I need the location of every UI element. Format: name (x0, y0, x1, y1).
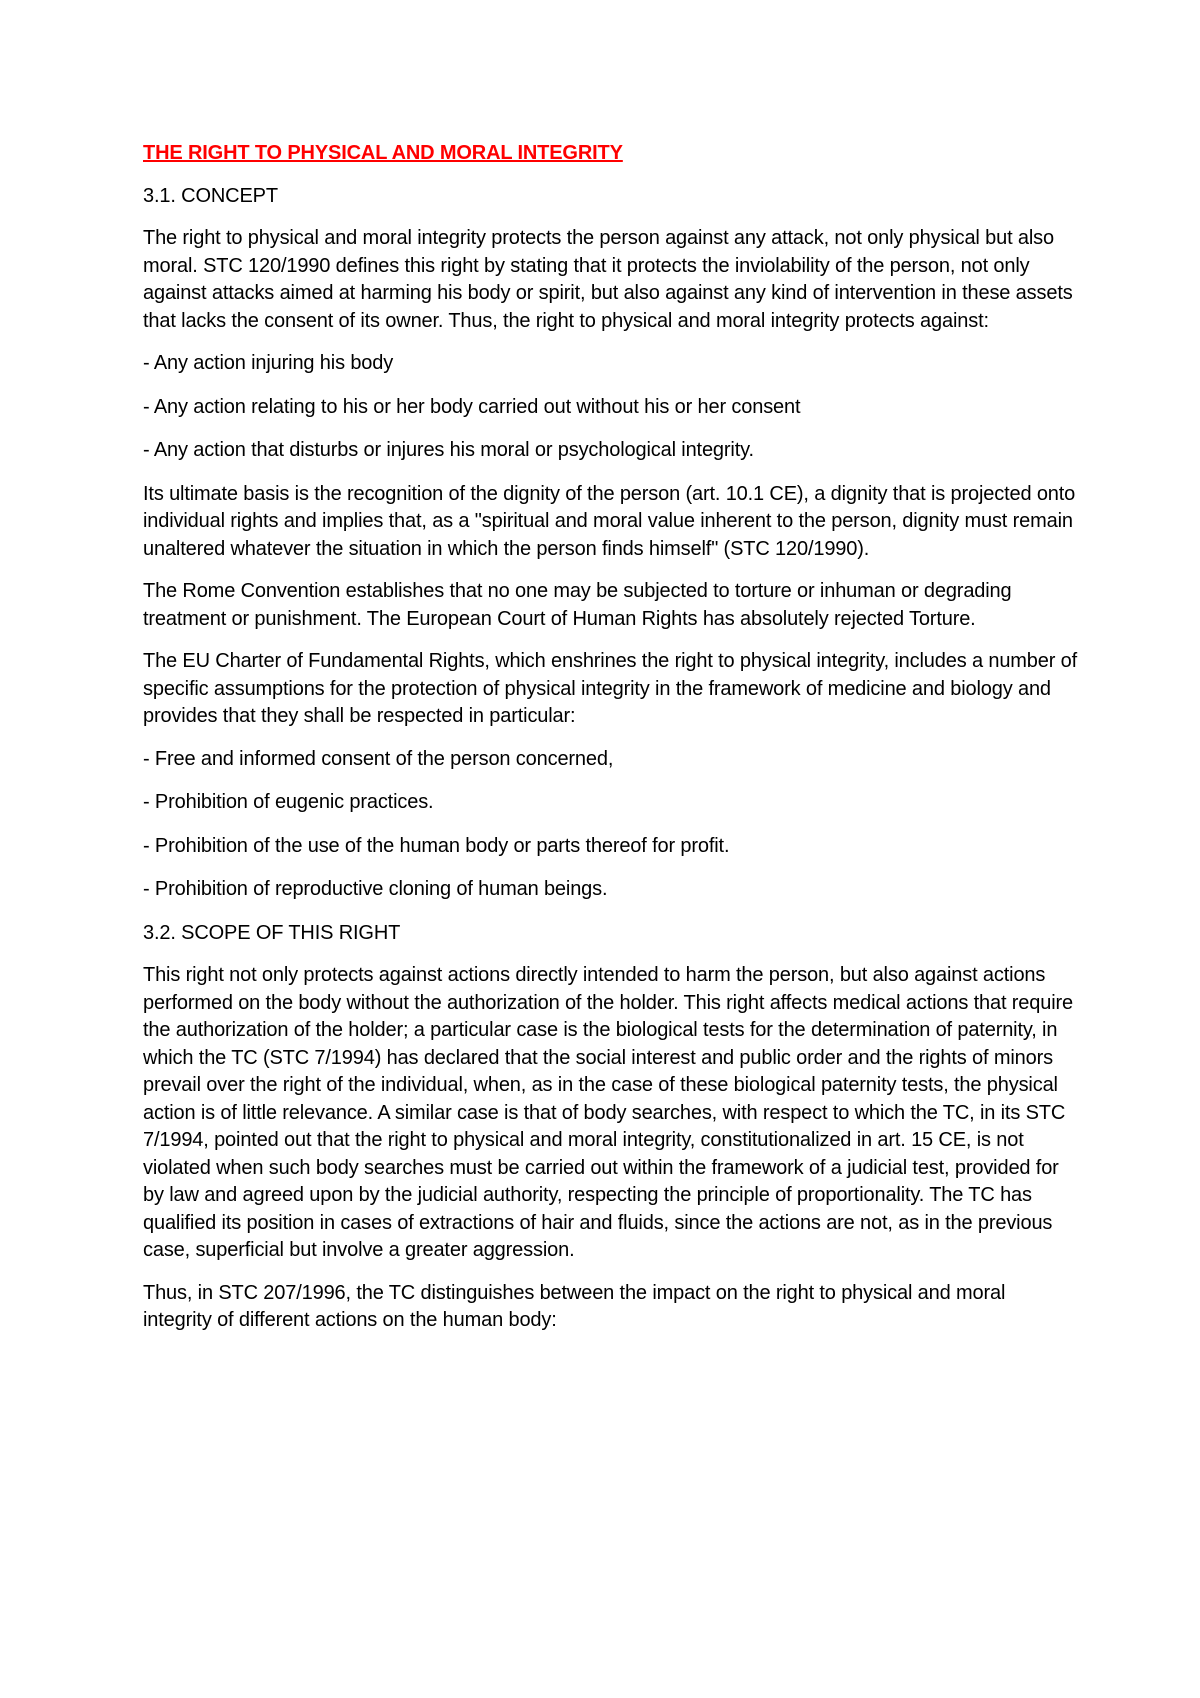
list-item: - Free and informed consent of the person concerned, (143, 747, 614, 770)
paragraph-dignity-basis: Its ultimate basis is the recognition of the dignity of the person (art. 10.1 CE), a dignity that is projected onto individual rights and implies that, as a "spiritual and moral value inherent to the person, dignity must remain unaltered whatever the situation in which the person finds himself" (STC 120/1990). (143, 482, 1076, 560)
paragraph-eu-charter: The EU Charter of Fundamental Rights, which enshrines the right to physical integrity, includes a number of specific assumptions for the protection of physical integrity in the framework of medicine and biology and provides that they shall be respected in particular: (143, 650, 1078, 727)
document-body (143, 140, 1078, 1350)
list-item: - Prohibition of the use of the human body or parts thereof for profit. (143, 834, 730, 857)
list-item: - Prohibition of reproductive cloning of human beings. (143, 878, 608, 900)
section-heading-concept: 3.1. CONCEPT (143, 184, 278, 207)
paragraph-rome-convention: The Rome Convention establishes that no one may be subjected to torture or inhuman or degrading treatment or punishment. The European Court of Human Rights has absolutely rejected Torture. (143, 580, 1012, 630)
list-item: - Any action relating to his or her body carried out without his or her consent (143, 395, 801, 418)
paragraph-stc-207: Thus, in STC 207/1996, the TC distinguishes between the impact on the right to physical and moral integrity of different actions on the human body: (143, 1281, 1006, 1331)
section-heading-scope: 3.2. SCOPE OF THIS RIGHT (143, 921, 401, 944)
document-title: THE RIGHT TO PHYSICAL AND MORAL INTEGRITY (143, 142, 623, 164)
list-item: - Prohibition of eugenic practices. (143, 791, 434, 813)
list-item: - Any action that disturbs or injures his moral or psychological integrity. (143, 439, 754, 461)
paragraph-scope: This right not only protects against actions directly intended to harm the person, but also against actions performed on the body without the authorization of the holder. This right affects medical actions that require the authorization of the holder; a particular case is the biological tests for the determination of paternity, in which the TC (STC 7/1994) has declared that the social interest and public order and the rights of minors prevail over the right of the individual, when, as in the case of these biological paternity tests, the physical action is of little relevance. A similar case is that of body searches, with respect to which the TC, in its STC 7/1994, pointed out that the right to physical and moral integrity, constitutionalized in art. 15 CE, is not violated when such body searches must be carried out within the framework of a judicial test, provided for by law and agreed upon by the judicial authority, respecting the principle of proportionality. The TC has qualified its position in cases of extractions of hair and fluids, since the actions are not, as in the previous case, superficial but involve a greater aggression. (143, 964, 1073, 1261)
list-item: - Any action injuring his body (143, 352, 394, 374)
paragraph-concept-intro: The right to physical and moral integrity protects the person against any attack, not only physical but also moral. STC 120/1990 defines this right by stating that it protects the inviolability of the person, not only against attacks aimed at harming his body or spirit, but also against any kind of intervention in these assets that lacks the consent of its owner. Thus, the right to physical and moral integrity protects against: (143, 227, 1073, 332)
